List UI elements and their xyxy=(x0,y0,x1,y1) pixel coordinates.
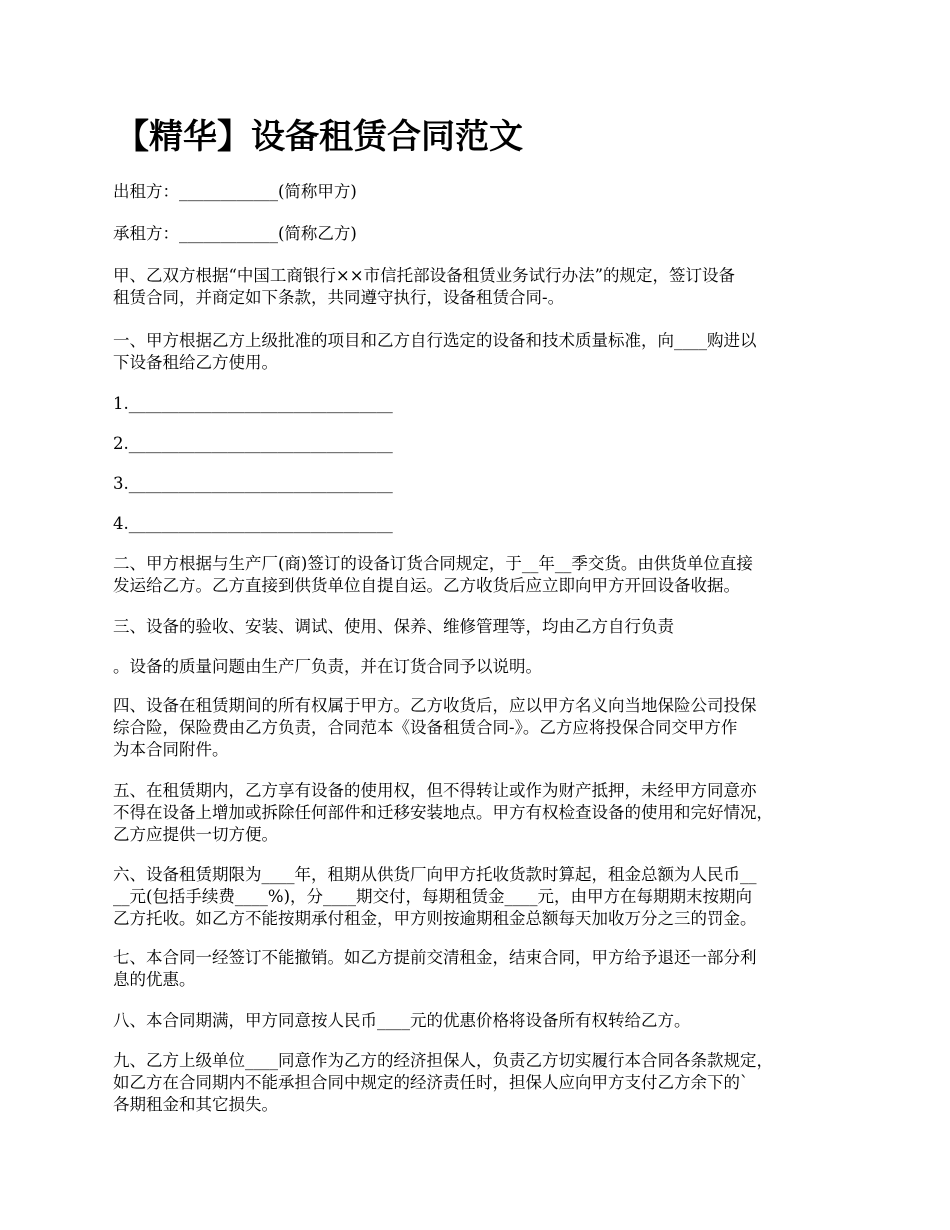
clause-3-continuation: 。设备的质量问题由生产厂负责，并在订货合同予以说明。 xyxy=(113,657,542,676)
clause-4-paragraph: 四、设备在租赁期间的所有权属于甲方。乙方收货后，应以甲方名义向当地保险公司投保 综合险，保险费由乙方负责，合同范本《设备租赁合同-》。乙方应将投保合同交甲方作 为本合同附件。 xyxy=(113,696,757,759)
lessee-line: 承租方：____________(简称乙方) xyxy=(113,224,357,243)
clause-9-paragraph: 九、乙方上级单位____同意作为乙方的经济担保人，负责乙方切实履行本合同各条款规定， 如乙方在合同期内不能承担合同中规定的经济责任时，担保人应向甲方支付乙方余下的` 各期租金和其它损失。 xyxy=(113,1051,773,1114)
equipment-item-4: 4.________________________________ xyxy=(113,514,393,533)
clause-3-paragraph: 三、设备的验收、安装、调试、使用、保养、维修管理等，均由乙方自行负责 xyxy=(113,617,674,636)
equipment-item-3: 3.________________________________ xyxy=(113,474,393,493)
clause-8-paragraph: 八、本合同期满，甲方同意按人民币____元的优惠价格将设备所有权转给乙方。 xyxy=(113,1011,691,1030)
clause-7-paragraph: 七、本合同一经签订不能撤销。如乙方提前交清租金，结束合同，甲方给予退还一部分利 息的优惠。 xyxy=(113,948,757,989)
preamble-paragraph: 甲、乙双方根据“中国工商银行××市信托部设备租赁业务试行办法”的规定，签订设备 租赁合同，并商定如下条款，共同遵守执行，设备租赁合同-。 xyxy=(113,266,736,307)
clause-5-paragraph: 五、在租赁期内，乙方享有设备的使用权，但不得转让或作为财产抵押，未经甲方同意亦 不得在设备上增加或拆除任何部件和迁移安装地点。甲方有权检查设备的使用和完好情况， 乙方应提供一切方便。 xyxy=(113,781,773,844)
clause-6-paragraph: 六、设备租赁期限为____年，租期从供货厂向甲方托收货款时算起，租金总额为人民币__ __元(包括手续费____%)，分____期交付，每期租赁金____元，由甲方在每期期末按期向 乙方托收。如乙方不能按期承付租金，甲方则按逾期租金总额每天加收万分之三的罚金。 xyxy=(113,865,757,928)
clause-2-paragraph: 二、甲方根据与生产厂(商)签订的设备订货合同规定，于__年__季交货。由供货单位直接 发运给乙方。乙方直接到供货单位自提自运。乙方收货后应立即向甲方开回设备收据。 xyxy=(113,554,753,595)
equipment-item-2: 2.________________________________ xyxy=(113,434,393,453)
equipment-item-1: 1.________________________________ xyxy=(113,394,393,413)
clause-1-paragraph: 一、甲方根据乙方上级批准的项目和乙方自行选定的设备和技术质量标准，向____购进以 下设备租给乙方使用。 xyxy=(113,331,757,372)
lessor-line: 出租方：____________(简称甲方) xyxy=(113,182,357,201)
document-title: 【精华】设备租赁合同范文 xyxy=(115,117,523,157)
